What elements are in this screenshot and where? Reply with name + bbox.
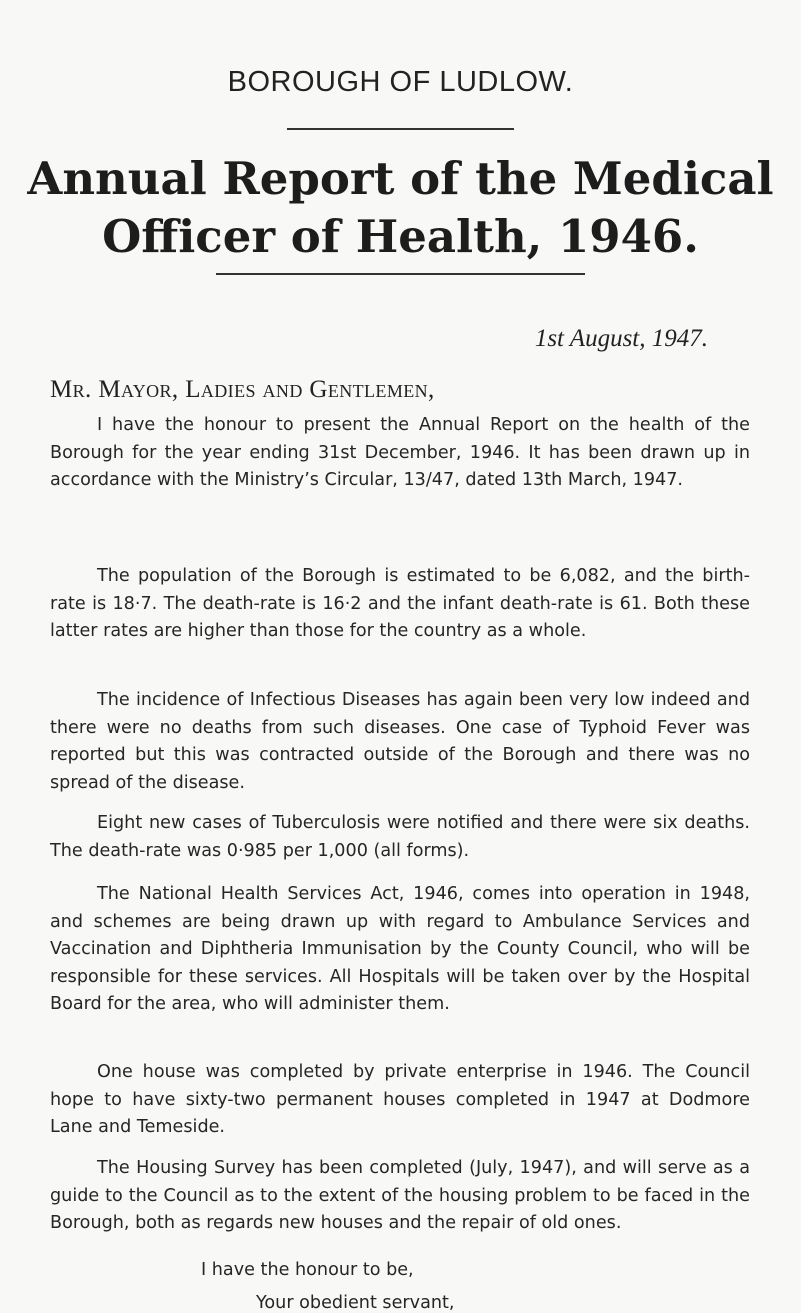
report-title-line-2: Officer of Health, 1946. (102, 210, 699, 263)
report-title-line-1: Annual Report of the Medical (27, 152, 774, 205)
report-title (0, 150, 801, 266)
paragraph-housing-survey: The Housing Survey has been completed (July, 1947), and will serve as a guide to the Council as to the extent of the housing problem to be faced in the Borough, both as regards new houses and the repair of old ones. (50, 1158, 750, 1234)
decorative-rule-short (287, 128, 514, 130)
paragraph-infectious-diseases: The incidence of Infectious Diseases has again been very low indeed and there were no deaths from such diseases. One case of Typhoid Fever was reported but this was contracted outside of the Borough and there was no spread of the disease. (50, 690, 750, 793)
paragraph-introduction: I have the honour to present the Annual Report on the health of the Borough for the year ending 31st December, 1946. It has been drawn up in accordance with the Ministry’s Circular, 13/47, dated 13th March, 1947. (50, 415, 750, 491)
letter-date: 1st August, 1947. (534, 325, 708, 352)
borough-heading: BOROUGH OF LUDLOW. (227, 66, 574, 98)
paragraph-housing: One house was completed by private enterprise in 1946. The Council hope to have sixty-two permanent houses completed in 1947 at Dodmore Lane and Temeside. (50, 1062, 750, 1138)
salutation: Mr. Mayor, Ladies and Gentlemen, (50, 376, 435, 403)
paragraph-tuberculosis: Eight new cases of Tuberculosis were notified and there were six deaths. The death-rate was 0·985 per 1,000 (all forms). (50, 813, 750, 861)
decorative-rule-long (216, 273, 585, 275)
paragraph-population: The population of the Borough is estimated to be 6,082, and the birth-rate is 18·7. The death-rate is 16·2 and the infant death-rate is 61. Both these latter rates are higher than those for the country as a whole. (50, 566, 750, 642)
valediction: Your obedient servant, (256, 1293, 455, 1313)
paragraph-health-services-act: The National Health Services Act, 1946, comes into operation in 1948, and schemes are being drawn up with regard to Ambulance Services and Vaccination and Diphtheria Immunisation by the County Council, who will be responsible for these services. All Hospitals will be taken over by the Hospital Board for the area, who will administer them. (50, 884, 750, 1015)
closing-line: I have the honour to be, (201, 1260, 414, 1280)
